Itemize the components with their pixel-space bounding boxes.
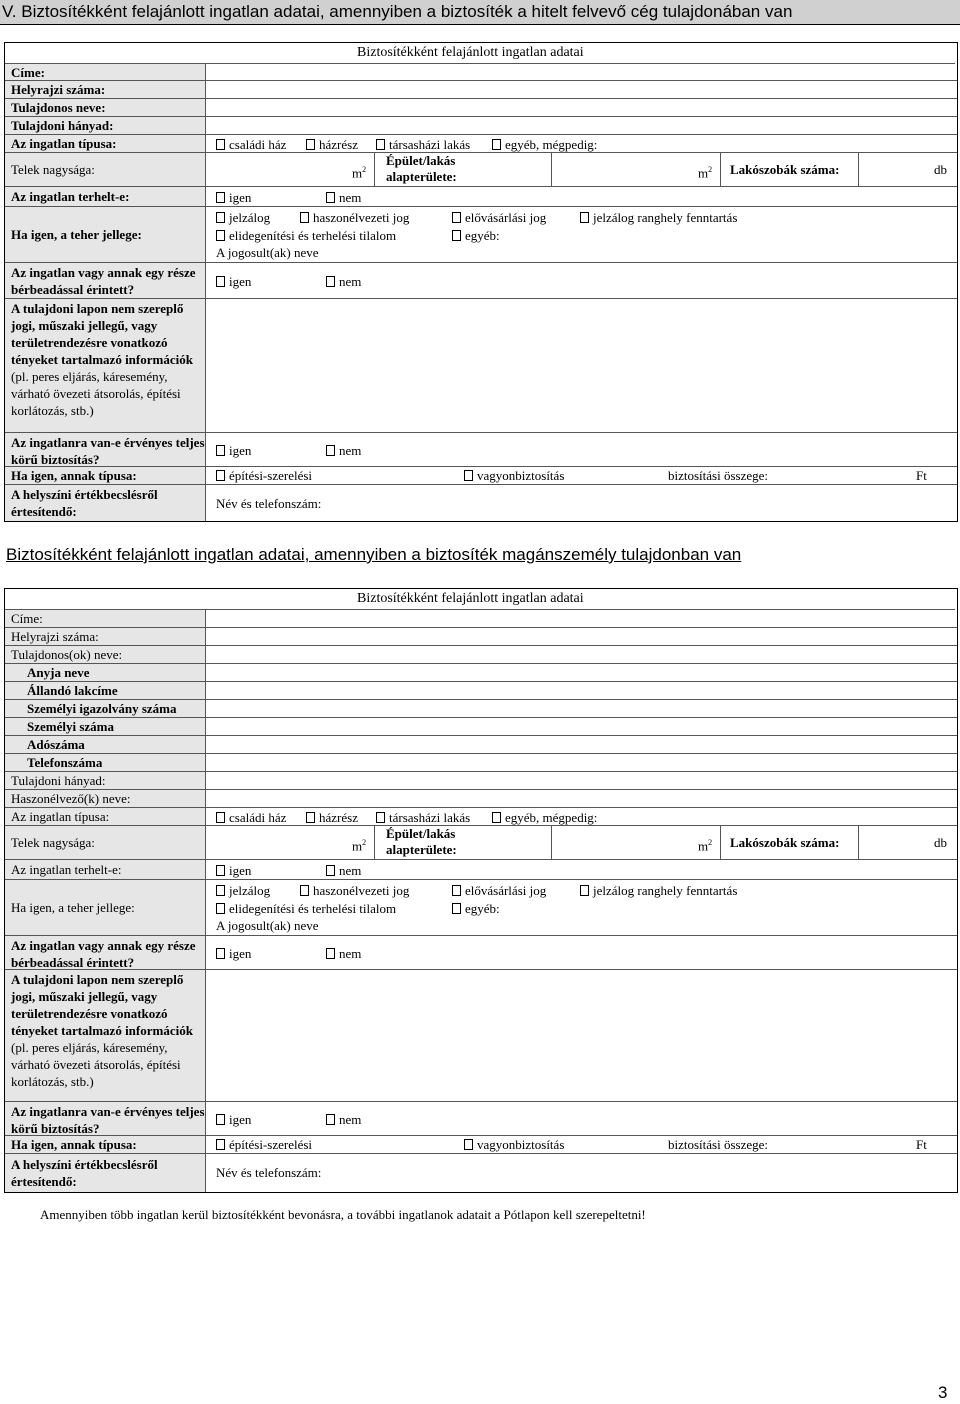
checkbox-hazresz[interactable] (306, 809, 358, 826)
checkbox-csaladi-haz[interactable] (216, 136, 286, 153)
page-header (0, 0, 960, 25)
option-label: egyéb: (465, 901, 500, 916)
checkbox-icon (216, 445, 225, 456)
label-hanyad: Tulajdoni hányad: (5, 772, 205, 790)
field-berbe (205, 936, 957, 970)
option-label: igen (229, 1112, 252, 1127)
unit-m2-text: m (698, 838, 709, 854)
checkbox-jelzalog[interactable] (216, 882, 270, 899)
checkbox-icon (376, 812, 385, 823)
field-tulajdonosok[interactable] (205, 646, 957, 664)
label-terhelt: Az ingatlan terhelt-e: (5, 187, 205, 207)
field-cime[interactable] (205, 64, 957, 81)
field-hanyad[interactable] (205, 772, 957, 790)
checkbox-icon (580, 212, 589, 223)
checkbox-icon (580, 885, 589, 896)
checkbox-epitesi[interactable] (216, 467, 312, 484)
label-tulajdoni-lap-plain: (pl. peres eljárás, káresemény, várható övezeti átsorolás, építési korlátozás, stb.) (11, 1040, 181, 1089)
unit-m2-b: $m^2$ (698, 838, 713, 854)
option-label: nem (339, 443, 362, 458)
label-berbe: Az ingatlan vagy annak egy része bérbeadással érintett? (5, 936, 205, 970)
label-adoszam: Adószáma (5, 736, 205, 754)
option-label: elidegenítési és terhelési tilalom (229, 901, 397, 916)
checkbox-nem[interactable] (326, 1111, 361, 1128)
checkbox-igen[interactable] (216, 945, 251, 962)
field-ertekbecs[interactable] (205, 485, 957, 521)
field-helyrajzi[interactable] (205, 81, 957, 99)
checkbox-icon (492, 139, 501, 150)
table-title: Biztosítékként felajánlott ingatlan adatai (357, 45, 584, 60)
option-label: igen (229, 946, 252, 961)
checkbox-egyeb-teher[interactable] (452, 900, 500, 917)
checkbox-ranghely[interactable] (580, 209, 737, 226)
field-haszonelvezo[interactable] (205, 790, 957, 808)
checkbox-icon (376, 139, 385, 150)
checkbox-tarsashazi[interactable] (376, 136, 470, 153)
checkbox-icon (464, 470, 473, 481)
option-label: elidegenítési és terhelési tilalom (229, 228, 397, 243)
checkbox-epitesi[interactable] (216, 1136, 312, 1153)
label-biztositas: Az ingatlanra van-e érvényes teljes körű biztosítás? (5, 433, 205, 467)
field-igazolvany[interactable] (205, 700, 957, 718)
label-biz-tipus: Ha igen, annak típusa: (5, 467, 205, 485)
checkbox-vagyon[interactable] (464, 1136, 564, 1153)
field-terhelt (205, 860, 957, 880)
unit-ft: Ft (916, 468, 927, 483)
checkbox-icon (216, 139, 225, 150)
label-tulajdonos: Tulajdonos neve: (5, 99, 205, 117)
checkbox-igen[interactable] (216, 1111, 251, 1128)
page-number: 3 (938, 1383, 948, 1402)
checkbox-icon (216, 230, 225, 241)
option-label: nem (339, 863, 362, 878)
field-telek (205, 153, 957, 187)
footer-note: Amennyiben több ingatlan kerül biztosítékként bevonásra, a további ingatlanok adatait a Pótlapon kell szerepeltetni! (40, 1207, 646, 1222)
checkbox-icon (300, 885, 309, 896)
label-terhelt: Az ingatlan terhelt-e: (5, 860, 205, 880)
checkbox-icon (306, 139, 315, 150)
field-biz-tipus (205, 467, 957, 485)
checkbox-icon (216, 812, 225, 823)
checkbox-icon (326, 948, 335, 959)
label-tulajdoni-lap (5, 299, 205, 433)
label-helyrajzi: Helyrajzi száma: (5, 81, 205, 99)
field-ertekbecs[interactable] (205, 1154, 957, 1192)
label-jogosult: A jogosult(ak) neve (216, 245, 319, 260)
checkbox-nem[interactable] (326, 862, 361, 879)
option-label: házrész (319, 137, 358, 152)
table-title-row (5, 589, 955, 610)
checkbox-jelzalog[interactable] (216, 209, 270, 226)
option-label: családi ház (229, 137, 287, 152)
checkbox-csaladi-haz[interactable] (216, 809, 286, 826)
checkbox-icon (216, 276, 225, 287)
label-cime: Címe: (5, 610, 205, 628)
label-biz-tipus: Ha igen, annak típusa: (5, 1136, 205, 1154)
checkbox-hazresz[interactable] (306, 136, 358, 153)
checkbox-icon (492, 812, 501, 823)
checkbox-icon (326, 865, 335, 876)
checkbox-nem[interactable] (326, 442, 361, 459)
checkbox-nem[interactable] (326, 273, 361, 290)
option-label: házrész (319, 810, 358, 825)
checkbox-icon (216, 885, 225, 896)
field-szemelyi[interactable] (205, 718, 957, 736)
label-telek: Telek nagysága: (5, 153, 205, 187)
divider (858, 153, 859, 187)
checkbox-igen[interactable] (216, 442, 251, 459)
checkbox-icon (452, 212, 461, 223)
checkbox-egyeb-teher[interactable] (452, 227, 500, 244)
divider (858, 826, 859, 860)
option-label: jelzálog (229, 210, 271, 225)
table-title-row (5, 43, 955, 64)
label-tipus: Az ingatlan típusa: (5, 135, 205, 153)
unit-m2-text: m (698, 165, 709, 181)
field-biz-tipus (205, 1136, 957, 1154)
field-telek (205, 826, 957, 860)
checkbox-elidegenitesi[interactable] (216, 227, 396, 244)
label-telefon: Telefonszáma (5, 754, 205, 772)
field-jellege (205, 207, 957, 263)
checkbox-icon (452, 885, 461, 896)
option-label: jelzálog (229, 883, 271, 898)
checkbox-icon (216, 1139, 225, 1150)
option-label: igen (229, 190, 252, 205)
checkbox-icon (216, 470, 225, 481)
checkbox-elidegenitesi[interactable] (216, 900, 396, 917)
field-telefon[interactable] (205, 754, 957, 772)
field-terhelt (205, 187, 957, 207)
label-lakoszobak: Lakószobák száma: (730, 162, 840, 177)
checkbox-icon (300, 212, 309, 223)
option-label: jelzálog ranghely fenntartás (593, 210, 738, 225)
field-hanyad[interactable] (205, 117, 957, 135)
label-ertekbecs: A helyszíni értékbecslésről értesítendő: (5, 1154, 205, 1192)
label-helyrajzi: Helyrajzi száma: (5, 628, 205, 646)
field-helyrajzi[interactable] (205, 628, 957, 646)
label-tulajdoni-lap-bold: A tulajdoni lapon nem szereplő jogi, műszaki jellegű, vagy területrendezésre vonatkozó tényeket tartalmazó információk (11, 301, 193, 367)
option-label: társasházi lakás (389, 810, 471, 825)
unit-m2-text: m (352, 838, 363, 854)
checkbox-igen[interactable] (216, 862, 251, 879)
field-tulajdonos[interactable] (205, 99, 957, 117)
checkbox-icon (216, 1114, 225, 1125)
field-biztositas (205, 1102, 957, 1136)
checkbox-egyeb[interactable] (492, 809, 597, 826)
field-tipus (205, 808, 957, 826)
table-title: Biztosítékként felajánlott ingatlan adatai (357, 591, 584, 606)
checkbox-icon (326, 1114, 335, 1125)
label-igazolvany: Személyi igazolvány száma (5, 700, 205, 718)
checkbox-icon (216, 948, 225, 959)
label-ertekbecs: A helyszíni értékbecslésről értesítendő: (5, 485, 205, 521)
checkbox-igen[interactable] (216, 273, 251, 290)
label-tulajdoni-lap-bold: A tulajdoni lapon nem szereplő jogi, műszaki jellegű, vagy területrendezésre vonatkozó tényeket tartalmazó információk (11, 972, 193, 1038)
field-tulajdoni-lap[interactable] (205, 970, 957, 1102)
label-tulajdonosok: Tulajdonos(ok) neve: (5, 646, 205, 664)
field-berbe (205, 263, 957, 299)
label-epulet: Épület/lakás alapterülete: (386, 826, 457, 857)
label-tulajdoni-lap-plain: (pl. peres eljárás, káresemény, várható övezeti átsorolás, építési korlátozás, stb.) (11, 369, 181, 418)
checkbox-icon (216, 212, 225, 223)
checkbox-haszonelvezeti[interactable] (300, 882, 409, 899)
unit-ft: Ft (916, 1137, 927, 1152)
option-label: egyéb, mégpedig: (505, 810, 598, 825)
option-label: építési-szerelési (229, 1137, 313, 1152)
checkbox-vagyon[interactable] (464, 467, 564, 484)
checkbox-icon (306, 812, 315, 823)
option-label: egyéb: (465, 228, 500, 243)
label-nev-tel: Név és telefonszám: (216, 1165, 322, 1180)
option-label: jelzálog ranghely fenntartás (593, 883, 738, 898)
field-anyja[interactable] (205, 664, 957, 682)
option-label: nem (339, 274, 362, 289)
label-haszonelvezo: Haszonélvező(k) neve: (5, 790, 205, 808)
unit-m2-text: m (352, 165, 363, 181)
label-biz-osszeg: biztosítási összege: (668, 1137, 769, 1152)
option-label: nem (339, 190, 362, 205)
label-jellege: Ha igen, a teher jellege: (5, 207, 205, 263)
field-jellege (205, 880, 957, 936)
label-biztositas: Az ingatlanra van-e érvényes teljes körű biztosítás? (5, 1102, 205, 1136)
divider (551, 826, 552, 860)
label-szemelyi: Személyi száma (5, 718, 205, 736)
checkbox-nem[interactable] (326, 189, 361, 206)
option-label: vagyonbiztosítás (477, 468, 565, 483)
checkbox-icon (326, 276, 335, 287)
label-berbe: Az ingatlan vagy annak egy része bérbeadással érintett? (5, 263, 205, 299)
unit-m2: $m^2$ (352, 165, 367, 181)
checkbox-icon (464, 1139, 473, 1150)
option-label: igen (229, 274, 252, 289)
unit-m2: $m^2$ (352, 838, 367, 854)
checkbox-icon (216, 192, 225, 203)
label-anyja: Anyja neve (5, 664, 205, 682)
checkbox-tarsashazi[interactable] (376, 809, 470, 826)
divider (374, 826, 375, 860)
checkbox-elovasarlasi[interactable] (452, 882, 546, 899)
field-cime[interactable] (205, 610, 957, 628)
option-label: társasházi lakás (389, 137, 471, 152)
checkbox-icon (452, 230, 461, 241)
field-biztositas (205, 433, 957, 467)
unit-db: db (934, 835, 947, 850)
label-jellege: Ha igen, a teher jellege: (5, 880, 205, 936)
checkbox-icon (452, 903, 461, 914)
checkbox-ranghely[interactable] (580, 882, 737, 899)
checkbox-icon (216, 865, 225, 876)
label-cime: Címe: (5, 64, 205, 81)
label-nev-tel: Név és telefonszám: (216, 496, 322, 511)
label-jogosult: A jogosult(ak) neve (216, 918, 319, 933)
checkbox-haszonelvezeti[interactable] (300, 209, 409, 226)
section2-title: Biztosítékként felajánlott ingatlan adatai, amennyiben a biztosíték magánszemély tulajdonban van (6, 545, 742, 564)
section-company-property-table (4, 42, 958, 522)
option-label: haszonélvezeti jog (313, 883, 410, 898)
label-hanyad: Tulajdoni hányad: (5, 117, 205, 135)
checkbox-igen[interactable] (216, 189, 251, 206)
option-label: nem (339, 1112, 362, 1127)
unit-m2-b: $m^2$ (698, 165, 713, 181)
divider (720, 826, 721, 860)
option-label: nem (339, 946, 362, 961)
option-label: családi ház (229, 810, 287, 825)
checkbox-icon (326, 192, 335, 203)
section-private-property-table (4, 588, 958, 1193)
label-biz-osszeg: biztosítási összege: (668, 468, 769, 483)
label-telek: Telek nagysága: (5, 826, 205, 860)
option-label: igen (229, 443, 252, 458)
divider (374, 153, 375, 187)
field-tulajdoni-lap[interactable] (205, 299, 957, 433)
page-header-title: V. Biztosítékként felajánlott ingatlan adatai, amennyiben a biztosíték a hitelt felvevő cég tulajdonában van (2, 2, 793, 21)
option-label: haszonélvezeti jog (313, 210, 410, 225)
checkbox-egyeb[interactable] (492, 136, 597, 153)
option-label: igen (229, 863, 252, 878)
option-label: elővásárlási jog (465, 883, 547, 898)
divider (720, 153, 721, 187)
checkbox-nem[interactable] (326, 945, 361, 962)
option-label: egyéb, mégpedig: (505, 137, 598, 152)
label-epulet: Épület/lakás alapterülete: (386, 153, 457, 184)
label-lakcim: Állandó lakcíme (5, 682, 205, 700)
field-lakcim[interactable] (205, 682, 957, 700)
field-adoszam[interactable] (205, 736, 957, 754)
label-tipus: Az ingatlan típusa: (5, 808, 205, 826)
label-lakoszobak: Lakószobák száma: (730, 835, 840, 850)
label-tulajdoni-lap (5, 970, 205, 1102)
checkbox-icon (326, 445, 335, 456)
option-label: vagyonbiztosítás (477, 1137, 565, 1152)
checkbox-icon (216, 903, 225, 914)
divider (551, 153, 552, 187)
field-tipus (205, 135, 957, 153)
unit-db: db (934, 162, 947, 177)
option-label: építési-szerelési (229, 468, 313, 483)
checkbox-elovasarlasi[interactable] (452, 209, 546, 226)
option-label: elővásárlási jog (465, 210, 547, 225)
